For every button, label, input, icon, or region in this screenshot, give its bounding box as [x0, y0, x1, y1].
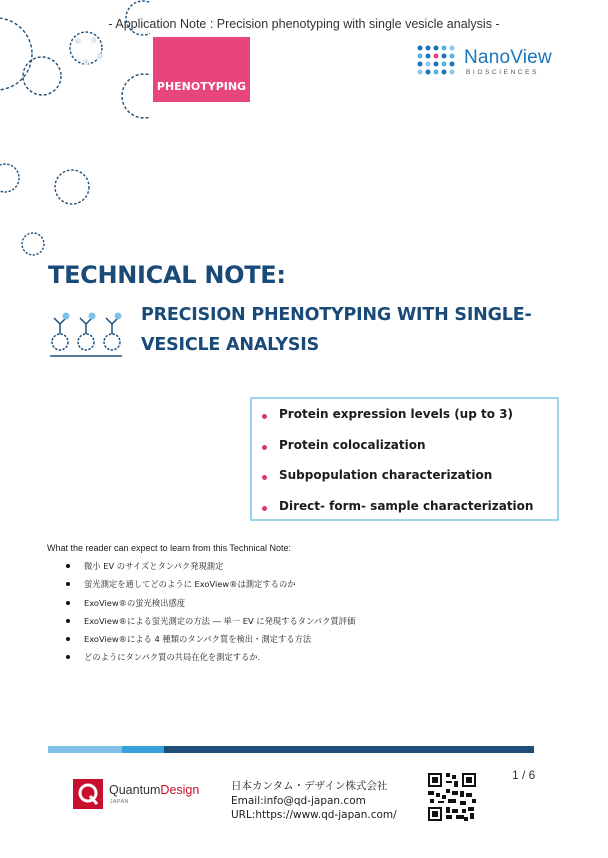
nanoview-dot-grid-icon	[416, 44, 460, 80]
quantum-design-name-part1: Quantum	[109, 783, 161, 797]
company-name: 日本カンタム・デザイン株式会社	[231, 780, 388, 792]
expectation-item: 蛍光測定を通してどのように ExoView®は測定するのか	[66, 578, 355, 596]
company-url[interactable]: URL:https://www.qd-japan.com/	[231, 809, 397, 821]
quantum-design-q-icon	[73, 779, 103, 809]
feature-item: Protein expression levels (up to 3)	[260, 405, 557, 436]
quantum-design-region: JAPAN	[110, 799, 129, 805]
expectations-list	[66, 560, 355, 670]
quantum-design-logo	[73, 779, 213, 811]
expectations-intro: What the reader can expect to learn from this Technical Note:	[47, 543, 291, 553]
expectation-item: ExoView®の蛍光検出感度	[66, 597, 355, 615]
molecule-icon	[46, 308, 130, 358]
company-email[interactable]: Email:info@qd-japan.com	[231, 794, 366, 807]
footer-divider-bar	[48, 746, 534, 753]
footer-bar-light	[48, 746, 122, 753]
nanoview-logo	[416, 44, 566, 80]
nanoview-name: NanoView	[464, 47, 552, 68]
technical-note-subtitle: PRECISION PHENOTYPING WITH SINGLE-VESICLE ANALYSIS	[141, 305, 532, 355]
footer-bar-mid	[122, 746, 164, 753]
feature-item: Protein colocalization	[260, 436, 557, 467]
expectation-item: 微小 EV のサイズとタンパク発現測定	[66, 560, 355, 578]
expectation-item: どのようにタンパク質の共局在化を測定するか.	[66, 651, 355, 669]
feature-list	[260, 405, 557, 527]
expectation-item: ExoView®による蛍光測定の方法 ― 単一 EV に発現するタンパク質評価	[66, 615, 355, 633]
quantum-design-name-part2: Design	[160, 783, 200, 797]
nanoview-subtitle: BIOSCIENCES	[466, 69, 540, 76]
feature-box	[250, 397, 559, 521]
expectation-item: ExoView®による 4 種類のタンパク質を検出・測定する方法	[66, 633, 355, 651]
technical-note-title: TECHNICAL NOTE:	[48, 261, 286, 289]
phenotyping-tab	[153, 37, 250, 102]
company-contact	[231, 779, 397, 823]
feature-item: Direct- form- sample characterization	[260, 497, 557, 528]
feature-item: Subpopulation characterization	[260, 466, 557, 497]
phenotyping-label: PHENOTYPING	[156, 80, 247, 93]
application-note-header: - Application Note : Precision phenotyping with single vesicle analysis -	[108, 17, 500, 31]
bubble-decoration	[0, 0, 150, 270]
qr-code-icon[interactable]	[426, 771, 478, 823]
quantum-design-name	[109, 783, 199, 797]
footer-bar-dark	[164, 746, 534, 753]
page-number: 1 / 6	[512, 768, 536, 782]
